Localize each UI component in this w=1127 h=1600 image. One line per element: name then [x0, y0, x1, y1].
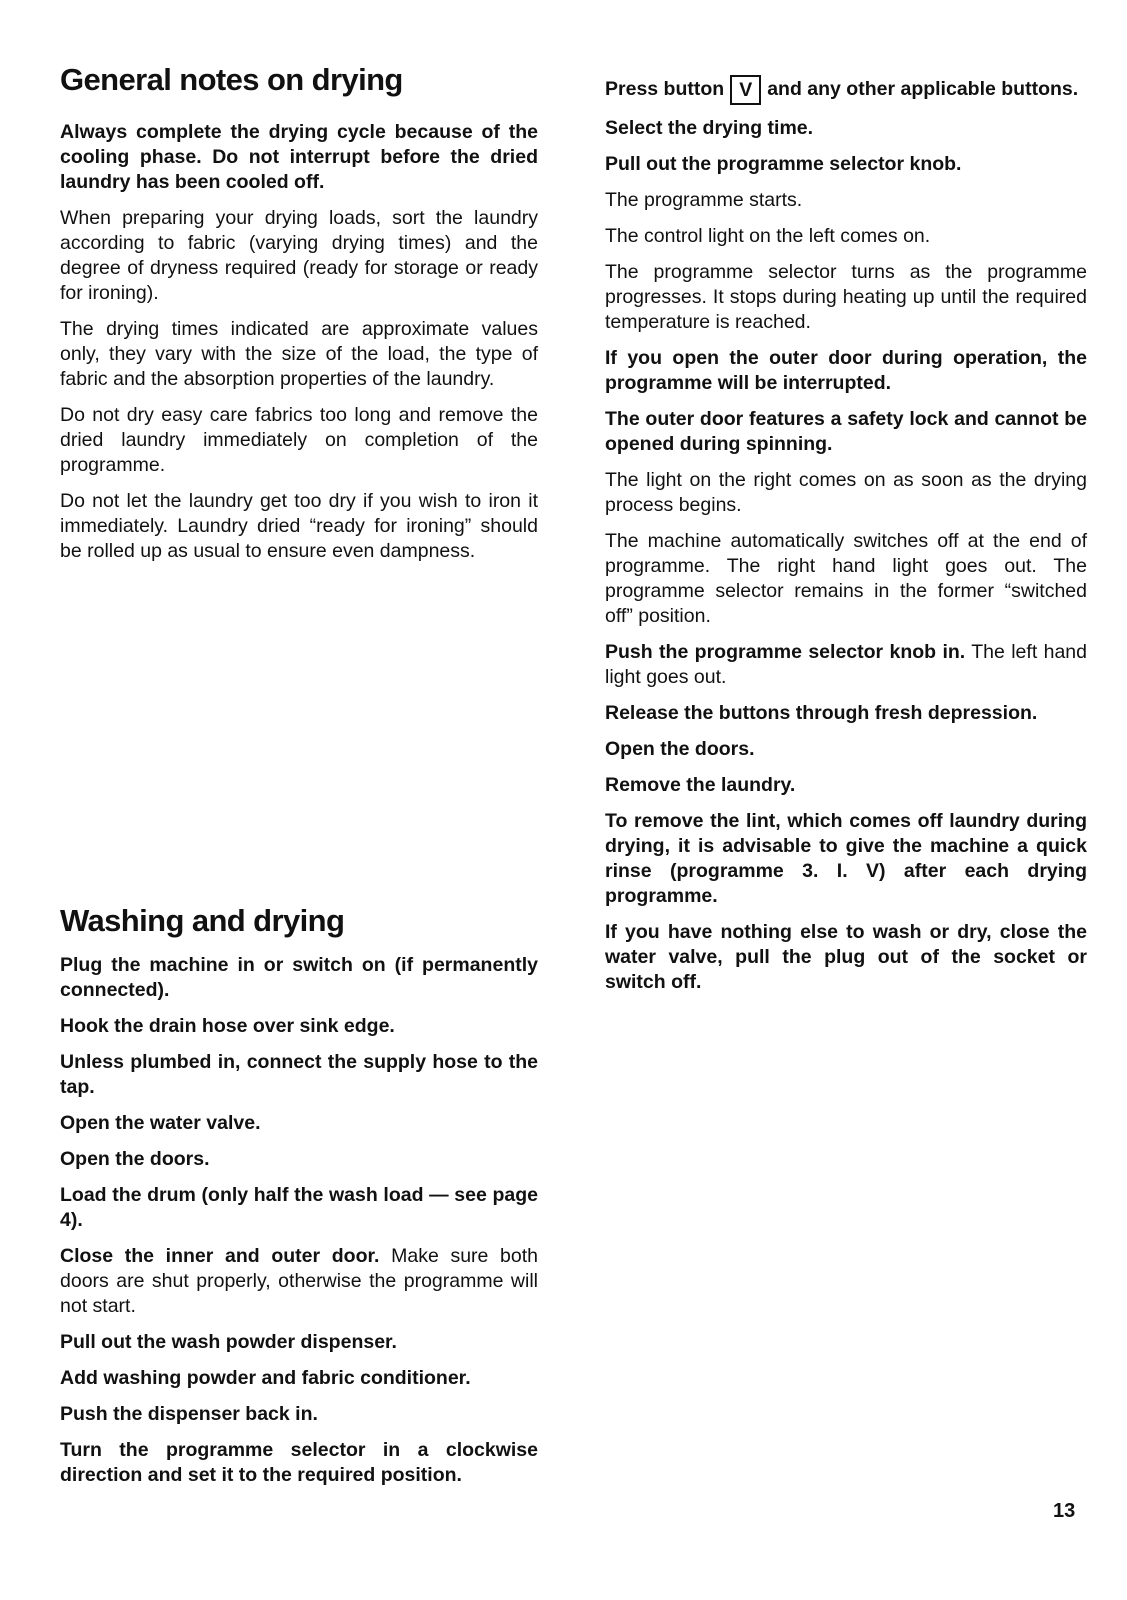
page-number: 13 [1053, 1500, 1076, 1522]
step-open-doors: Open the doors. [60, 1148, 210, 1170]
note-right-light: The light on the right comes on as soon as the drying process begins. [605, 469, 1087, 516]
step-release-buttons: Release the buttons through fresh depression. [605, 702, 1038, 724]
general-notes-body [60, 120, 538, 575]
step-push-knob [605, 640, 1087, 690]
right-column-steps [605, 75, 1087, 1006]
general-note-1: Always complete the drying cycle because of the cooling phase. Do not interrupt before the dried laundry has been cooled off. [60, 121, 538, 193]
washing-drying-steps [60, 953, 538, 1499]
step-remove-laundry: Remove the laundry. [605, 774, 796, 796]
step-pull-knob: Pull out the programme selector knob. [605, 153, 962, 175]
note-left-light: The control light on the left comes on. [605, 225, 931, 247]
step-turn-selector: Turn the programme selector in a clockwise direction and set it to the required position. [60, 1439, 538, 1486]
press-button-text-after: and any other applicable buttons. [767, 78, 1079, 101]
warning-safety-lock: The outer door features a safety lock and cannot be opened during spinning. [605, 408, 1087, 455]
note-selector-turns: The programme selector turns as the programme progresses. It stops during heating up until the required temperature is reached. [605, 261, 1087, 333]
general-note-5: Do not let the laundry get too dry if you wish to iron it immediately. Laundry dried “ready for ironing” should be rolled up as usual to ensure even dampness. [60, 490, 538, 562]
step-select-time: Select the drying time. [605, 117, 814, 139]
step-add-powder: Add washing powder and fabric conditioner. [60, 1367, 471, 1389]
step-close-doors-note: Make sure both doors are shut properly, otherwise the programme will not start. [60, 1245, 538, 1317]
note-remove-lint: To remove the lint, which comes off laundry during drying, it is advisable to give the machine a quick rinse (programme 3. I. V) after each drying programme. [605, 810, 1087, 907]
step-close-doors [60, 1244, 538, 1319]
step-open-doors-end: Open the doors. [605, 738, 755, 760]
step-supply-hose: Unless plumbed in, connect the supply hose to the tap. [60, 1051, 538, 1098]
general-note-2: When preparing your drying loads, sort the laundry according to fabric (varying drying times) and the degree of dryness required (ready for storage or ready for ironing). [60, 207, 538, 304]
note-finish: If you have nothing else to wash or dry, close the water valve, pull the plug out of the socket or switch off. [605, 921, 1087, 993]
step-drain-hose: Hook the drain hose over sink edge. [60, 1015, 395, 1037]
note-programme-starts: The programme starts. [605, 189, 803, 211]
general-note-4: Do not dry easy care fabrics too long and remove the dried laundry immediately on completion of the programme. [60, 404, 538, 476]
v-button-symbol: V [730, 75, 761, 105]
warning-outer-door: If you open the outer door during operation, the programme will be interrupted. [605, 347, 1087, 394]
step-press-button [605, 75, 1087, 105]
general-note-3: The drying times indicated are approximate values only, they vary with the size of the load, the type of fabric and the absorption properties of the laundry. [60, 318, 538, 390]
step-push-dispenser: Push the dispenser back in. [60, 1403, 318, 1425]
step-plug-in: Plug the machine in or switch on (if permanently connected). [60, 954, 538, 1001]
general-notes-heading: General notes on drying [60, 62, 403, 97]
step-water-valve: Open the water valve. [60, 1112, 261, 1134]
step-close-doors-bold: Close the inner and outer door. [60, 1245, 380, 1267]
press-button-text: Press button [605, 78, 725, 101]
note-auto-off: The machine automatically switches off at the end of programme. The right hand light goes out. The programme selector remains in the former “switched off” position. [605, 530, 1087, 627]
step-pull-dispenser: Pull out the wash powder dispenser. [60, 1331, 397, 1353]
step-push-knob-bold: Push the programme selector knob in. [605, 641, 966, 663]
washing-drying-heading: Washing and drying [60, 903, 345, 938]
step-load-drum: Load the drum (only half the wash load — see page 4). [60, 1184, 538, 1231]
step-push-knob-note: The left hand light goes out. [605, 641, 1087, 688]
